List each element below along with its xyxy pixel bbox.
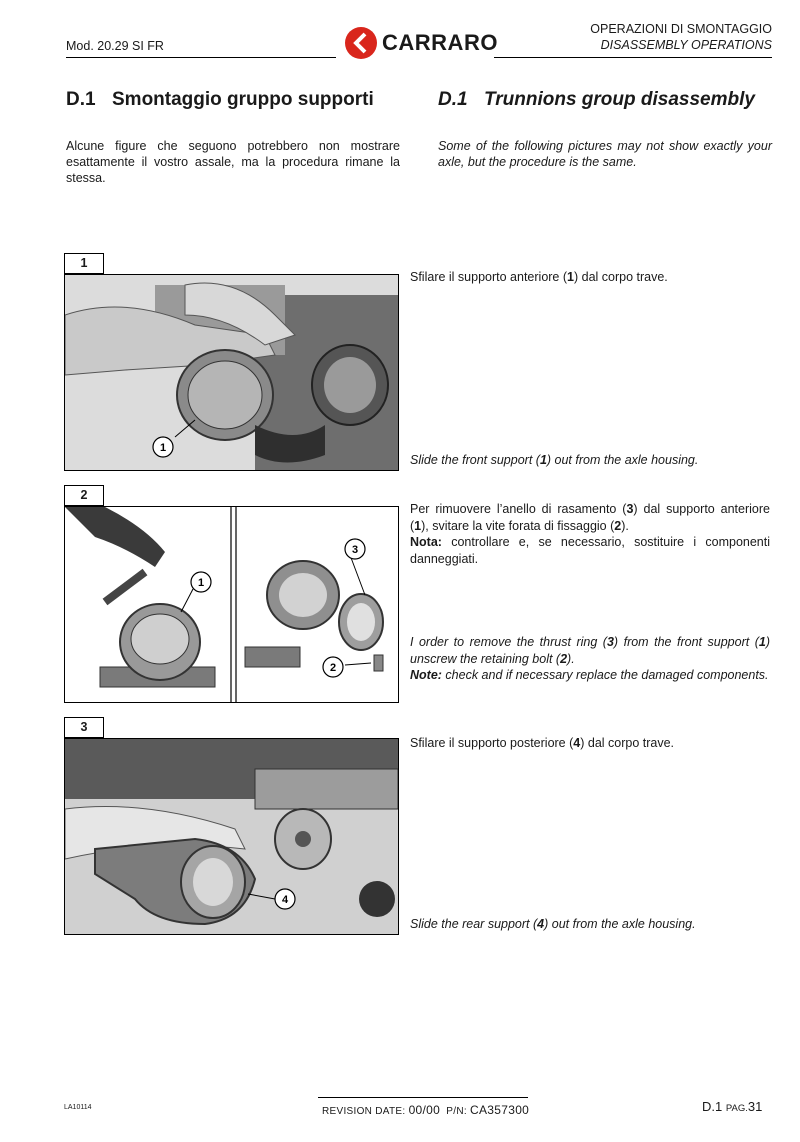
step1-en-part: Slide the front support ( bbox=[410, 453, 540, 467]
footer-section: D.1 bbox=[702, 1099, 723, 1114]
figure-1 bbox=[64, 274, 399, 471]
revision-info bbox=[322, 1103, 529, 1117]
page-number-value: 31 bbox=[747, 1099, 763, 1114]
step3-it-part: ) dal corpo trave. bbox=[580, 736, 675, 750]
step2-text-it bbox=[410, 501, 770, 567]
figure-3-illustration bbox=[65, 739, 398, 934]
revision-value: 00/00 bbox=[408, 1103, 441, 1117]
step1-it-part: Sfilare il supporto anteriore ( bbox=[410, 270, 568, 284]
step1-text-it bbox=[410, 269, 770, 286]
step3-it-ref: 4 bbox=[573, 736, 581, 750]
callout-fig2-1: 1 bbox=[197, 577, 205, 589]
step2-it-part: ) dal supporto anteriore ( bbox=[410, 502, 770, 533]
step2-en-part: ). bbox=[567, 651, 575, 666]
step2-note-label-it: Nota: bbox=[410, 535, 442, 549]
page-number bbox=[702, 1099, 762, 1114]
step2-it-part: ), svitare la vite forata di fissaggio ( bbox=[421, 518, 615, 533]
figure-label-3: 3 bbox=[64, 717, 104, 738]
callout-fig2-3: 3 bbox=[351, 544, 359, 556]
step3-text-it bbox=[410, 735, 770, 752]
part-number-value: CA357300 bbox=[470, 1103, 530, 1117]
step2-note-label-en: Note: bbox=[410, 668, 442, 682]
header-rule-left bbox=[66, 57, 336, 58]
step2-it-ref: 2 bbox=[614, 518, 622, 533]
figure-1-illustration bbox=[65, 275, 398, 470]
figure-label-1: 1 bbox=[64, 253, 104, 274]
step2-en-part: I order to remove the thrust ring ( bbox=[410, 635, 607, 649]
part-number-label: P/N: bbox=[446, 1106, 467, 1117]
title-number-it: D.1 bbox=[66, 89, 96, 110]
section-title-en: DISASSEMBLY OPERATIONS bbox=[600, 38, 772, 52]
step2-text-en bbox=[410, 634, 770, 684]
figure-label-2: 2 bbox=[64, 485, 104, 506]
step2-it-part: ). bbox=[621, 518, 629, 533]
step3-text-en bbox=[410, 916, 770, 933]
page-label: PAG. bbox=[725, 1103, 748, 1114]
step2-en-ref: 2 bbox=[560, 651, 568, 666]
step2-en-ref: 3 bbox=[606, 635, 614, 649]
section-title-it: OPERAZIONI DI SMONTAGGIO bbox=[590, 22, 772, 36]
intro-text-it: Alcune figure che seguono potrebbero non mostrare esattamente il vostro assale, ma la procedura rimane la stessa. bbox=[66, 139, 400, 185]
title-text-en: Trunnions group disassembly bbox=[484, 89, 755, 110]
step1-it-part: ) dal corpo trave. bbox=[573, 270, 668, 284]
callout-fig2-2: 2 bbox=[329, 662, 337, 674]
brand-name: CARRARO bbox=[382, 30, 498, 55]
carraro-logo-icon bbox=[344, 26, 378, 60]
figure-3 bbox=[64, 738, 399, 935]
step1-en-ref: 1 bbox=[539, 453, 547, 467]
step1-en-part: ) out from the axle housing. bbox=[546, 453, 699, 467]
figure-2 bbox=[64, 506, 399, 703]
callout-fig1-1: 1 bbox=[159, 442, 167, 454]
revision-label: REVISION DATE: bbox=[322, 1106, 406, 1117]
step3-en-ref: 4 bbox=[537, 917, 545, 931]
step3-en-part: ) out from the axle housing. bbox=[544, 917, 696, 931]
step2-note-it: controllare e, se necessario, sostituire i componenti danneggiati. bbox=[410, 535, 770, 566]
page-title-en bbox=[438, 89, 755, 111]
step2-en-ref: 1 bbox=[758, 635, 766, 649]
step2-it-part: Per rimuovere l’anello di rasamento ( bbox=[410, 502, 627, 516]
model-code: Mod. 20.29 SI FR bbox=[66, 39, 164, 53]
callout-fig3-4: 4 bbox=[281, 894, 289, 906]
document-code: LA10114 bbox=[64, 1104, 92, 1111]
step3-it-part: Sfilare il supporto posteriore ( bbox=[410, 736, 574, 750]
step2-note-en: check and if necessary replace the damaged components. bbox=[441, 668, 769, 682]
page-title-it bbox=[66, 89, 374, 111]
step2-en-part: ) unscrew the retaining bolt ( bbox=[410, 635, 770, 666]
step1-text-en bbox=[410, 452, 770, 469]
step2-it-ref: 3 bbox=[626, 502, 634, 516]
step3-en-part: Slide the rear support ( bbox=[410, 917, 538, 931]
title-number-en: D.1 bbox=[438, 89, 468, 110]
title-text-it: Smontaggio gruppo supporti bbox=[112, 89, 374, 110]
step1-it-ref: 1 bbox=[567, 270, 574, 284]
header-rule-right bbox=[494, 57, 772, 58]
figure-2-illustration bbox=[65, 507, 398, 702]
brand-logo bbox=[344, 24, 504, 62]
step2-en-part: ) from the front support ( bbox=[613, 635, 759, 649]
step2-it-ref: 1 bbox=[414, 518, 422, 533]
footer-rule bbox=[318, 1097, 528, 1098]
intro-text-en: Some of the following pictures may not show exactly your axle, but the procedure is the same. bbox=[438, 139, 772, 169]
